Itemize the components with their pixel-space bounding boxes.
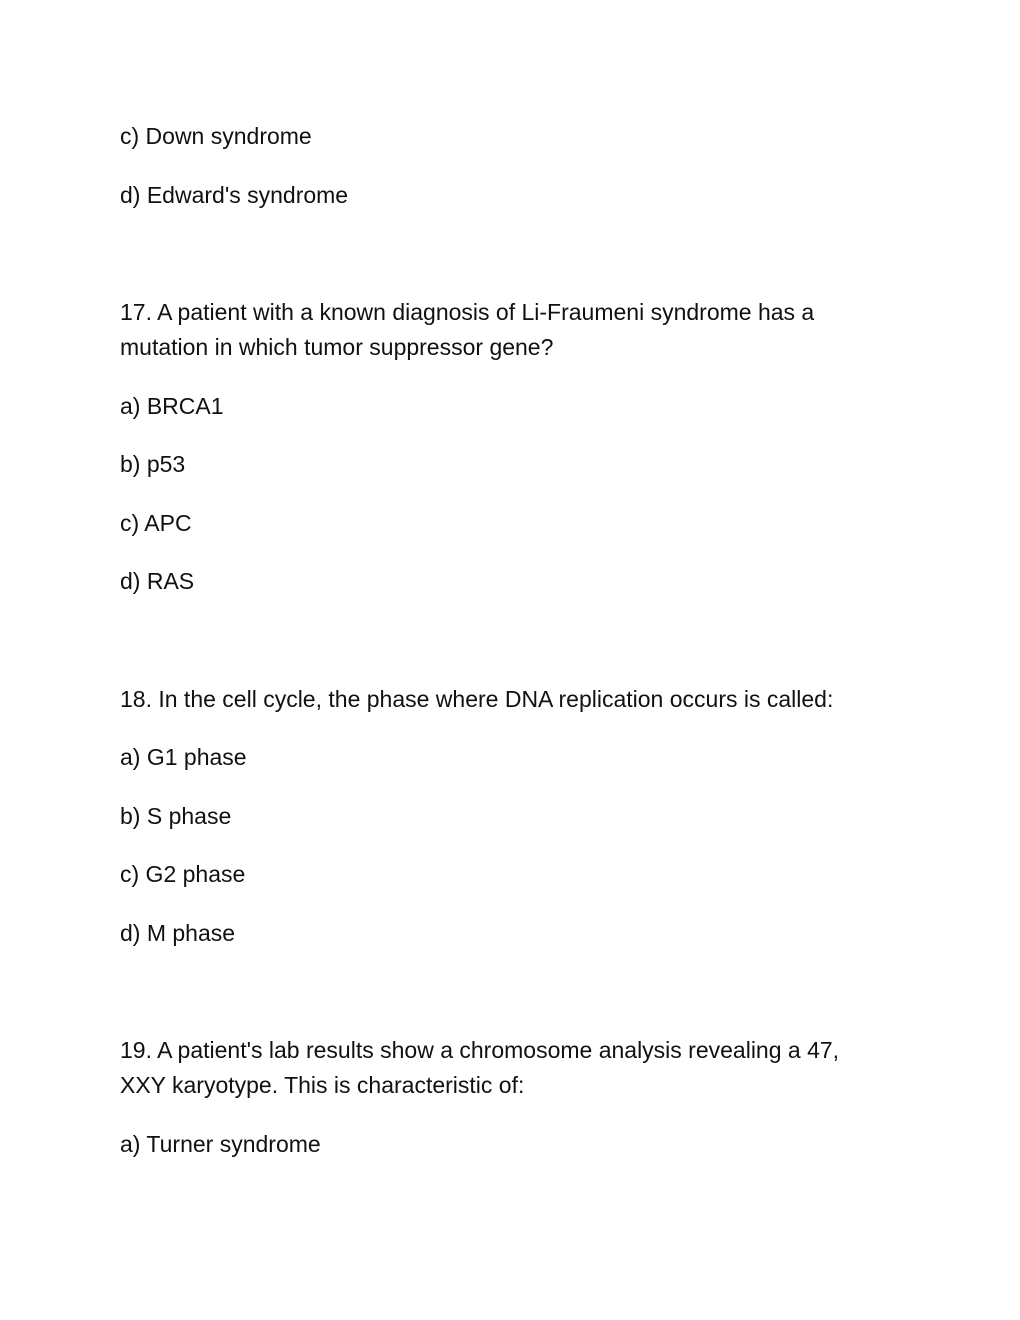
answer-option: d) M phase xyxy=(120,920,236,946)
answer-option: c) G2 phase xyxy=(120,861,246,887)
question-17-line-1: 17. A patient with a known diagnosis of Li-Fraumeni syndrome has a xyxy=(120,299,815,325)
answer-option: c) Down syndrome xyxy=(120,123,312,149)
question-19-line-2: XXY karyotype. This is characteristic of: xyxy=(120,1072,525,1098)
answer-option: b) p53 xyxy=(120,451,186,477)
question-19-line-1: 19. A patient's lab results show a chromosome analysis revealing a 47, xyxy=(120,1037,840,1063)
answer-option: a) G1 phase xyxy=(120,744,247,770)
answer-option: c) APC xyxy=(120,510,192,536)
answer-option: a) Turner syndrome xyxy=(120,1131,321,1157)
answer-option: d) RAS xyxy=(120,568,195,594)
answer-option: b) S phase xyxy=(120,803,232,829)
question-18-text: 18. In the cell cycle, the phase where DNA replication occurs is called: xyxy=(120,686,834,712)
question-17-line-2: mutation in which tumor suppressor gene? xyxy=(120,334,554,360)
answer-option: d) Edward's syndrome xyxy=(120,182,349,208)
answer-option: a) BRCA1 xyxy=(120,393,224,419)
